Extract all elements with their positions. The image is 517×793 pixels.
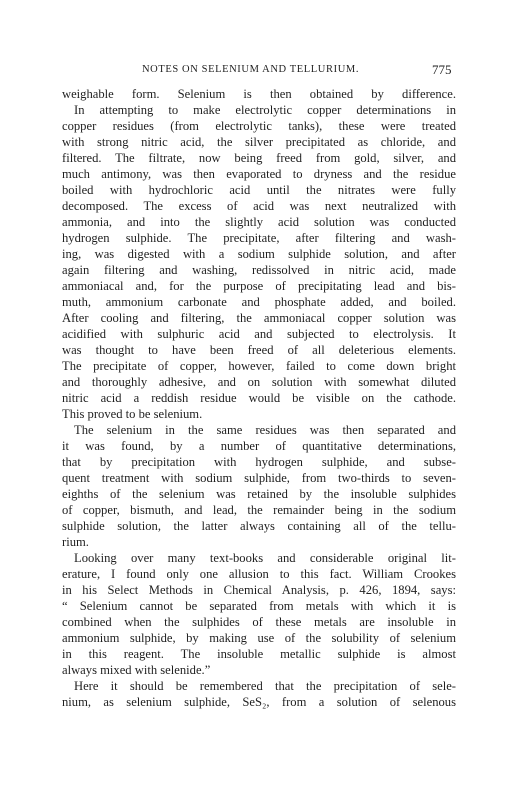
- text-line: hydrogen sulphide. The precipitate, after filtering and wash-: [62, 231, 456, 245]
- text-line: weighable form. Selenium is then obtained by difference.: [62, 87, 456, 101]
- text-line: In attempting to make electrolytic copper determinations in: [74, 103, 456, 117]
- text-line: it was found, by a number of quantitative determinations,: [62, 439, 456, 453]
- text-line: eighths of the selenium was retained by the insoluble sulphides: [62, 487, 456, 501]
- text-line: “ Selenium cannot be separated from metals with which it is: [62, 599, 456, 613]
- text-line: ing, was digested with a sodium sulphide solution, and after: [62, 247, 456, 261]
- text-line: The precipitate of copper, however, failed to come down bright: [62, 359, 456, 373]
- text-line: quent treatment with sodium sulphide, from two-thirds to seven-: [62, 471, 456, 485]
- text-line: and thoroughly adhesive, and on solution with somewhat diluted: [62, 375, 456, 389]
- text-line: copper residues (from electrolytic tanks), these were treated: [62, 119, 456, 133]
- text-line: Looking over many text-books and considerable original lit-: [74, 551, 456, 565]
- text-line: much antimony, was then evaporated to dryness and the residue: [62, 167, 456, 181]
- text-line: nium, as selenium sulphide, SeS₂, from a solution of selenous: [62, 695, 456, 709]
- text-line: again filtering and washing, redissolved in nitric acid, made: [62, 263, 456, 277]
- text-line: ammonia, and into the slightly acid solution was conducted: [62, 215, 456, 229]
- text-line: boiled with hydrochloric acid until the nitrates were fully: [62, 183, 456, 197]
- text-line: nitric acid a reddish residue would be visible on the cathode.: [62, 391, 456, 405]
- text-line: in this reagent. The insoluble metallic sulphide is almost: [62, 647, 456, 661]
- text-line: combined when the sulphides of these metals are insoluble in: [62, 615, 456, 629]
- text-line: with strong nitric acid, the silver precipitated as chloride, and: [62, 135, 456, 149]
- text-line: that by precipitation with hydrogen sulphide, and subse-: [62, 455, 456, 469]
- text-line: rium.: [62, 535, 89, 549]
- text-line: Here it should be remembered that the precipitation of sele-: [74, 679, 456, 693]
- page-number: 775: [432, 62, 452, 77]
- text-line: erature, I found only one allusion to this fact. William Crookes: [62, 567, 456, 581]
- text-line: was thought to have been freed of all deleterious elements.: [62, 343, 456, 357]
- text-line: After cooling and filtering, the ammoniacal copper solution was: [62, 311, 456, 325]
- text-line: acidified with sulphuric acid and subjected to electrolysis. It: [62, 327, 456, 341]
- text-line: sulphide solution, the latter always containing all of the tellu-: [62, 519, 456, 533]
- text-line: decomposed. The excess of acid was next neutralized with: [62, 199, 456, 213]
- text-line: The selenium in the same residues was then separated and: [74, 423, 456, 437]
- text-line: always mixed with selenide.”: [62, 663, 211, 677]
- text-line: muth, ammonium carbonate and phosphate added, and boiled.: [62, 295, 456, 309]
- text-line: in his Select Methods in Chemical Analysis, p. 426, 1894, says:: [62, 583, 456, 597]
- body-text: [62, 86, 456, 710]
- text-line: filtered. The filtrate, now being freed from gold, silver, and: [62, 151, 456, 165]
- text-line: This proved to be selenium.: [62, 407, 203, 421]
- running-title: NOTES ON SELENIUM AND TELLURIUM.: [142, 64, 360, 75]
- running-header: [0, 62, 517, 82]
- text-line: ammoniacal and, for the purpose of precipitating lead and bis-: [62, 279, 456, 293]
- text-line: of copper, bismuth, and lead, the remainder being in the sodium: [62, 503, 456, 517]
- text-line: ammonium sulphide, by making use of the solubility of selenium: [62, 631, 456, 645]
